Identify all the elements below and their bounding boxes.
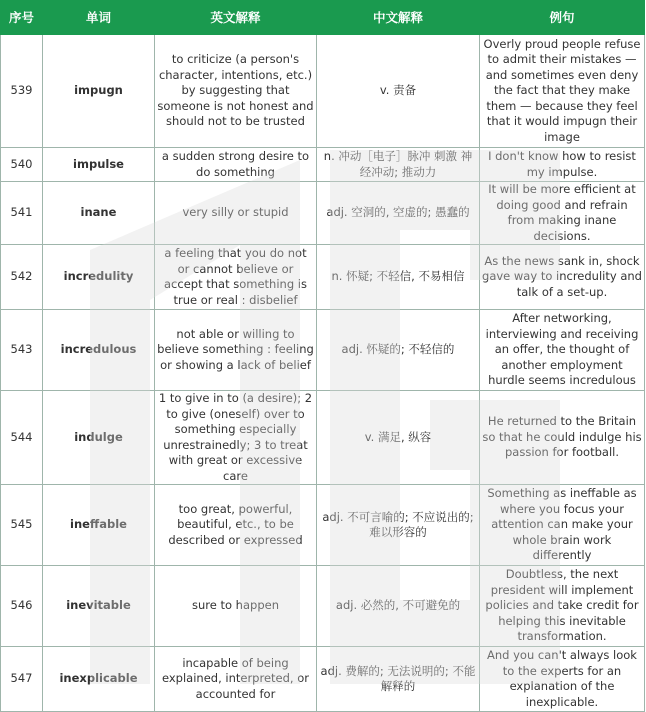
table-row	[1, 310, 645, 391]
row-english-definition: to criticize (a person's character, intentions, etc.) by suggesting that someone is not honest and should not to be trusted	[155, 35, 317, 148]
header-english: 英文解释	[155, 1, 317, 35]
row-chinese-definition: adj. 费解的; 无法说明的; 不能解释的	[317, 647, 480, 712]
row-chinese-definition: adj. 不可言喻的; 不应说出的; 难以形容的	[317, 485, 480, 566]
row-example: I don't know how to resist my impulse.	[480, 148, 645, 182]
row-english-definition: a sudden strong desire to do something	[155, 148, 317, 182]
row-example: Doubtless, the next president will implement policies and take credit for helping this inevitable transformation.	[480, 566, 645, 647]
header-example: 例句	[480, 1, 645, 35]
table-row	[1, 485, 645, 566]
row-chinese-definition: v. 满足, 纵容	[317, 391, 480, 485]
row-english-definition: very silly or stupid	[155, 182, 317, 245]
row-number: 541	[1, 182, 43, 245]
row-english-definition: sure to happen	[155, 566, 317, 647]
table-row	[1, 182, 645, 245]
row-english-definition: not able or willing to believe something : feeling or showing a lack of belief	[155, 310, 317, 391]
row-example: Something as ineffable as where you focus your attention can make your whole brain work differently	[480, 485, 645, 566]
row-word: inevitable	[43, 566, 155, 647]
row-chinese-definition: adj. 怀疑的; 不轻信的	[317, 310, 480, 391]
table-row	[1, 148, 645, 182]
table-row	[1, 566, 645, 647]
row-number: 539	[1, 35, 43, 148]
row-chinese-definition: n. 冲动［电子］脉冲 刺激 神经冲动; 推动力	[317, 148, 480, 182]
table-row	[1, 391, 645, 485]
table-row	[1, 245, 645, 310]
row-number: 544	[1, 391, 43, 485]
header-word: 单词	[43, 1, 155, 35]
row-english-definition: too great, powerful, beautiful, etc., to be described or expressed	[155, 485, 317, 566]
row-word: impulse	[43, 148, 155, 182]
row-example: He returned to the Britain so that he could indulge his passion for football.	[480, 391, 645, 485]
row-word: impugn	[43, 35, 155, 148]
row-example: It will be more efficient at doing good and refrain from making inane decisions.	[480, 182, 645, 245]
row-word: inane	[43, 182, 155, 245]
row-example: Overly proud people refuse to admit their mistakes — and sometimes even deny the fact that they make them — because they feel that it would impugn their image	[480, 35, 645, 148]
row-chinese-definition: n. 怀疑; 不轻信, 不易相信	[317, 245, 480, 310]
row-number: 546	[1, 566, 43, 647]
header-num: 序号	[1, 1, 43, 35]
row-word: inexplicable	[43, 647, 155, 712]
row-example: And you can't always look to the experts for an explanation of the inexplicable.	[480, 647, 645, 712]
row-chinese-definition: adj. 空洞的, 空虚的; 愚蠢的	[317, 182, 480, 245]
row-number: 543	[1, 310, 43, 391]
row-number: 547	[1, 647, 43, 712]
row-chinese-definition: adj. 必然的, 不可避免的	[317, 566, 480, 647]
row-chinese-definition: v. 责备	[317, 35, 480, 148]
row-english-definition: incapable of being explained, interpreted, or accounted for	[155, 647, 317, 712]
row-word: ineffable	[43, 485, 155, 566]
row-number: 540	[1, 148, 43, 182]
table-row	[1, 647, 645, 712]
row-example: After networking, interviewing and receiving an offer, the thought of another employment hurdle seems incredulous	[480, 310, 645, 391]
row-word: indulge	[43, 391, 155, 485]
table-row	[1, 35, 645, 148]
row-word: incredulous	[43, 310, 155, 391]
table-header	[1, 1, 645, 35]
row-example: As the news sank in, shock gave way to incredulity and talk of a set-up.	[480, 245, 645, 310]
header-row	[1, 1, 645, 35]
table-body	[1, 35, 645, 712]
row-english-definition: 1 to give in to (a desire); 2 to give (oneself) over to something especially unrestrainedly; 3 to treat with great or excessive care	[155, 391, 317, 485]
header-chinese: 中文解释	[317, 1, 480, 35]
row-english-definition: a feeling that you do not or cannot believe or accept that something is true or real : disbelief	[155, 245, 317, 310]
row-word: incredulity	[43, 245, 155, 310]
row-number: 542	[1, 245, 43, 310]
row-number: 545	[1, 485, 43, 566]
